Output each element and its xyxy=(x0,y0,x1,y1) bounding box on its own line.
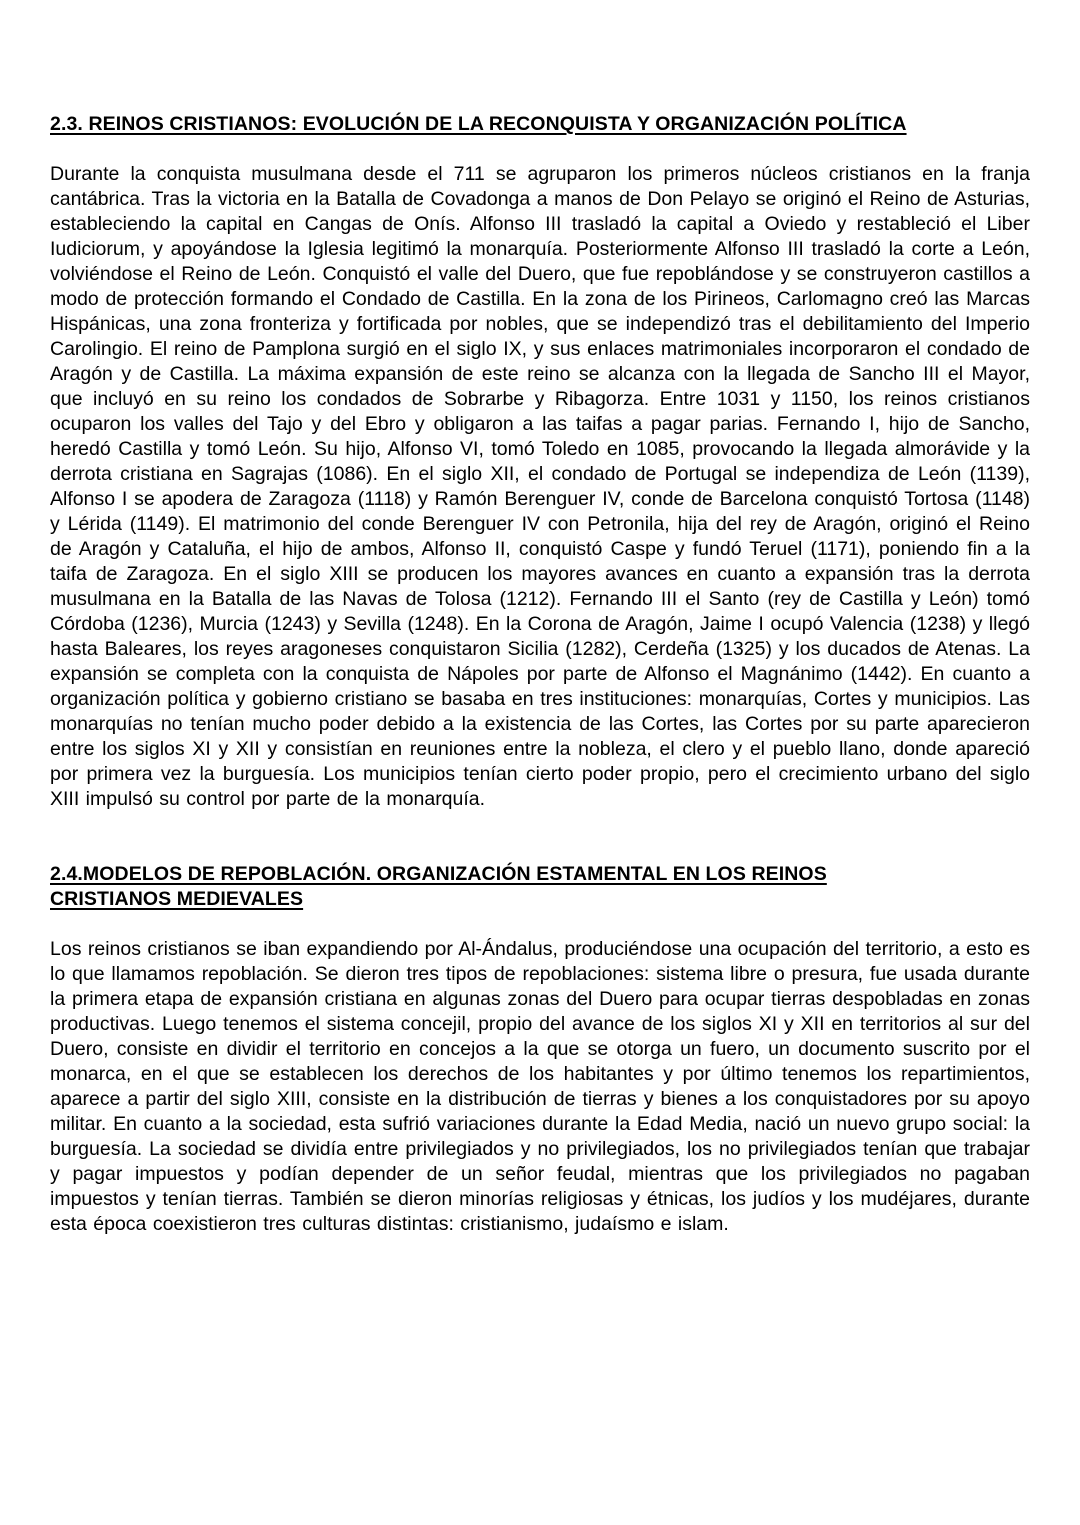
section-heading-2-3: 2.3. REINOS CRISTIANOS: EVOLUCIÓN DE LA RECONQUISTA Y ORGANIZACIÓN POLÍTICA xyxy=(50,113,907,135)
section-divider-space xyxy=(50,812,1030,862)
section-body-2-4: Los reinos cristianos se iban expandiendo por Al-Ándalus, produciéndose una ocupación del territorio, a esto es lo que llamamos repoblación. Se dieron tres tipos de repoblaciones: sistema libre o presura, fue usada durante la primera etapa de expansión cristiana en algunas zonas del Duero para ocupar tierras despobladas en zonas productivas. Luego tenemos el sistema concejil, propio del avance de los siglos XI y XII en territorios al sur del Duero, consiste en dividir el territorio en concejos a la que se otorga un fuero, un documento suscrito por el monarca, en el que se establecen los derechos de los habitantes y por último tenemos los repartimientos, aparece a partir del siglo XIII, consiste en la distribución de tierras y bienes a los conquistadores por su apoyo militar. En cuanto a la sociedad, esta sufrió variaciones durante la Edad Media, nació un nuevo grupo social: la burguesía. La sociedad se dividía entre privilegiados y no privilegiados, los no privilegiados tenían que trabajar y pagar impuestos y podían depender de un señor feudal, mientras que los privilegiados no pagaban impuestos y tenían tierras. También se dieron minorías religiosas y étnicas, los judíos y los mudéjares, durante esta época coexistieron tres culturas distintas: cristianismo, judaísmo e islam. xyxy=(50,938,1030,1235)
section-heading-2-4: 2.4.MODELOS DE REPOBLACIÓN. ORGANIZACIÓN ESTAMENTAL EN LOS REINOS CRISTIANOS MEDIEVALES xyxy=(50,863,827,910)
section-body-2-3: Durante la conquista musulmana desde el 711 se agruparon los primeros núcleos cristianos en la franja cantábrica. Tras la victoria en la Batalla de Covadonga a manos de Don Pelayo se originó el Reino de Asturias, estableciendo la capital en Cangas de Onís. Alfonso III trasladó la capital a Oviedo y restableció el Liber Iudiciorum, y apoyándose la Iglesia legitimó la monarquía. Posteriormente Alfonso III trasladó la corte a León, volviéndose el Reino de León. Conquistó el valle del Duero, que fue repoblándose y se construyeron castillos a modo de protección formando el Condado de Castilla. En la zona de los Pirineos, Carlomagno creó las Marcas Hispánicas, una zona fronteriza y fortificada por nobles, que se independizó tras el debilitamiento del Imperio Carolingio. El reino de Pamplona surgió en el siglo IX, y sus enlaces matrimoniales incorporaron el condado de Aragón y de Castilla. La máxima expansión de este reino se alcanza con la llegada de Sancho III el Mayor, que incluyó en su reino los condados de Sobrarbe y Ribagorza. Entre 1031 y 1150, los reinos cristianos ocuparon los valles del Tajo y del Ebro y obligaron a las taifas a pagar parias. Fernando I, hijo de Sancho, heredó Castilla y tomó León. Su hijo, Alfonso VI, tomó Toledo en 1085, provocando la llegada almorávide y la derrota cristiana en Sagrajas (1086). En el siglo XII, el condado de Portugal se independiza de León (1139), Alfonso I se apodera de Zaragoza (1118) y Ramón Berenguer IV, conde de Barcelona conquistó Tortosa (1148) y Lérida (1149). El matrimonio del conde Berenguer IV con Petronila, hija del rey de Aragón, originó el Reino de Aragón y Cataluña, el hijo de ambos, Alfonso II, conquistó Caspe y fundó Teruel (1171), poniendo fin a la taifa de Zaragoza. En el siglo XIII se producen los mayores avances en cuanto a expansión tras la derrota musulmana en la Batalla de las Navas de Tolosa (1212). Fernando III el Santo (rey de Castilla y León) tomó Córdoba (1236), Murcia (1243) y Sevilla (1248). En la Corona de Aragón, Jaime I ocupó Valencia (1238) y llegó hasta Baleares, los reyes aragoneses conquistaron Sicilia (1282), Cerdeña (1325) y los ducados de Atenas. La expansión se completa con la conquista de Nápoles por parte de Alfonso el Magnánimo (1442). En cuanto a organización política y gobierno cristiano se basaba en tres instituciones: monarquías, Cortes y municipios. Las monarquías no tenían mucho poder debido a la existencia de las Cortes, las Cortes por su parte aparecieron entre los siglos XI y XII y consistían en reuniones entre la nobleza, el clero y el pueblo llano, donde apareció por primera vez la burguesía. Los municipios tenían cierto poder propio, pero el crecimiento urbano del siglo XIII impulsó su control por parte de la monarquía. xyxy=(50,163,1030,810)
